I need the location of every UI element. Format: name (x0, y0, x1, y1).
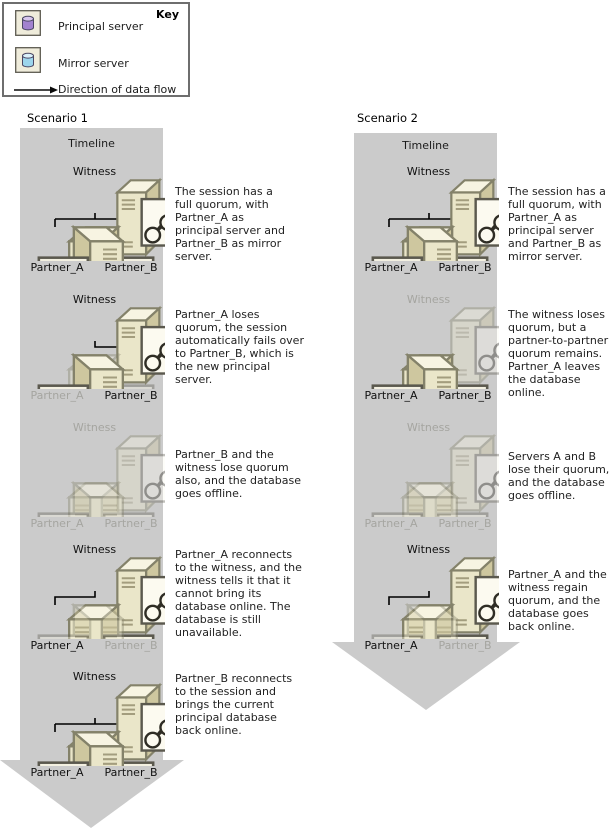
partner-b-server-icon (39, 605, 123, 639)
key-legend (2, 2, 190, 97)
key-item-label: Mirror server (58, 57, 129, 70)
scenario1-title: Scenario 1 (27, 111, 88, 125)
partner-b-label: Partner_B (104, 639, 158, 652)
partner-b-label: Partner_B (438, 517, 492, 530)
partner-a-label: Partner_A (30, 639, 84, 652)
stage-description: The witness loses quorum, but a partner-to-partner quorum remains. Partner_A leaves the database online. (508, 308, 609, 399)
partner-b-server-icon (39, 732, 123, 766)
s2-stage-2 (354, 293, 500, 403)
stage-description: Partner_B reconnects to the session and brings the current principal database back online. (175, 672, 293, 737)
stage-graphic (20, 555, 165, 639)
stage-description: The session has a full quorum, with Partner_A as principal server and Partner_B as mirror server. (508, 185, 606, 263)
witness-label: Witness (406, 421, 451, 434)
partner-b-label: Partner_B (104, 517, 158, 530)
witness-label: Witness (406, 165, 451, 178)
s1-stage-4 (20, 543, 166, 653)
witness-server-icon (451, 180, 499, 254)
s1-stage-3 (20, 421, 166, 531)
stage-graphic (354, 433, 499, 517)
partner-b-server-icon (373, 605, 457, 639)
scenario2-title: Scenario 2 (357, 111, 418, 125)
witness-label: Witness (406, 543, 451, 556)
key-item-label: Principal server (58, 20, 144, 33)
s1-stage-5 (20, 670, 166, 780)
mirror-server-icon (15, 47, 41, 73)
stage-graphic (20, 177, 165, 261)
partner-b-server-icon (373, 227, 457, 261)
stage-description: Partner_A reconnects to the witness, and the witness tells it that it cannot bring its database online. The database is still unavailable. (175, 548, 302, 639)
witness-connector-lines (389, 591, 429, 605)
partner-b-label: Partner_B (104, 261, 158, 274)
s2-stage-4 (354, 543, 500, 653)
witness-server-icon (117, 436, 165, 510)
witness-label: Witness (72, 543, 117, 556)
key-item-label: Direction of data flow (58, 83, 177, 96)
s2-stage-3 (354, 421, 500, 531)
witness-label: Witness (72, 670, 117, 683)
stage-description: Partner_A and the witness regain quorum, and the database goes back online. (508, 568, 607, 633)
partner-a-label: Partner_A (30, 517, 84, 530)
stage-description: Partner_A loses quorum, the session automatically fails over to Partner_B, which is the new principal server. (175, 308, 304, 386)
s1-stage-2 (20, 293, 166, 403)
data-flow-arrow-icon (13, 85, 59, 95)
partner-a-label: Partner_A (30, 766, 84, 779)
partner-a-label: Partner_A (364, 517, 418, 530)
witness-server-icon (117, 180, 165, 254)
witness-label: Witness (72, 165, 117, 178)
witness-server-icon (451, 558, 499, 632)
principal-server-icon (15, 10, 41, 36)
stage-graphic (354, 177, 499, 261)
stage-graphic (20, 682, 165, 766)
stage-graphic (20, 305, 165, 389)
partner-b-label: Partner_B (438, 639, 492, 652)
partner-a-label: Partner_A (30, 389, 84, 402)
stage-graphic (354, 305, 499, 389)
partner-b-server-icon (373, 483, 457, 517)
partner-b-server-icon (373, 355, 457, 389)
stage-graphic (20, 433, 165, 517)
witness-server-icon (451, 308, 499, 382)
partner-b-label: Partner_B (104, 766, 158, 779)
scenario1-timeline-label: Timeline (68, 137, 115, 150)
partner-a-label: Partner_A (364, 261, 418, 274)
partner-a-label: Partner_A (364, 639, 418, 652)
witness-server-icon (451, 436, 499, 510)
partner-a-label: Partner_A (30, 261, 84, 274)
witness-server-icon (117, 558, 165, 632)
stage-description: Partner_B and the witness lose quorum also, and the database goes offline. (175, 448, 301, 500)
partner-b-server-icon (39, 483, 123, 517)
partner-b-label: Partner_B (104, 389, 158, 402)
scenario2-timeline-label: Timeline (402, 139, 449, 152)
stage-graphic (354, 555, 499, 639)
witness-label: Witness (72, 293, 117, 306)
witness-server-icon (117, 308, 165, 382)
witness-label: Witness (72, 421, 117, 434)
key-title: Key (156, 8, 179, 21)
witness-label: Witness (406, 293, 451, 306)
partner-a-label: Partner_A (364, 389, 418, 402)
partner-b-server-icon (39, 227, 123, 261)
witness-server-icon (117, 685, 165, 759)
witness-connector-lines (55, 591, 95, 605)
s2-stage-1 (354, 165, 500, 275)
partner-b-label: Partner_B (438, 389, 492, 402)
partner-b-label: Partner_B (438, 261, 492, 274)
s1-stage-1 (20, 165, 166, 275)
stage-description: The session has a full quorum, with Partner_A as principal server and Partner_B as mirror server. (175, 185, 285, 263)
partner-b-server-icon (39, 355, 123, 389)
stage-description: Servers A and B lose their quorum, and the database goes offline. (508, 450, 610, 502)
